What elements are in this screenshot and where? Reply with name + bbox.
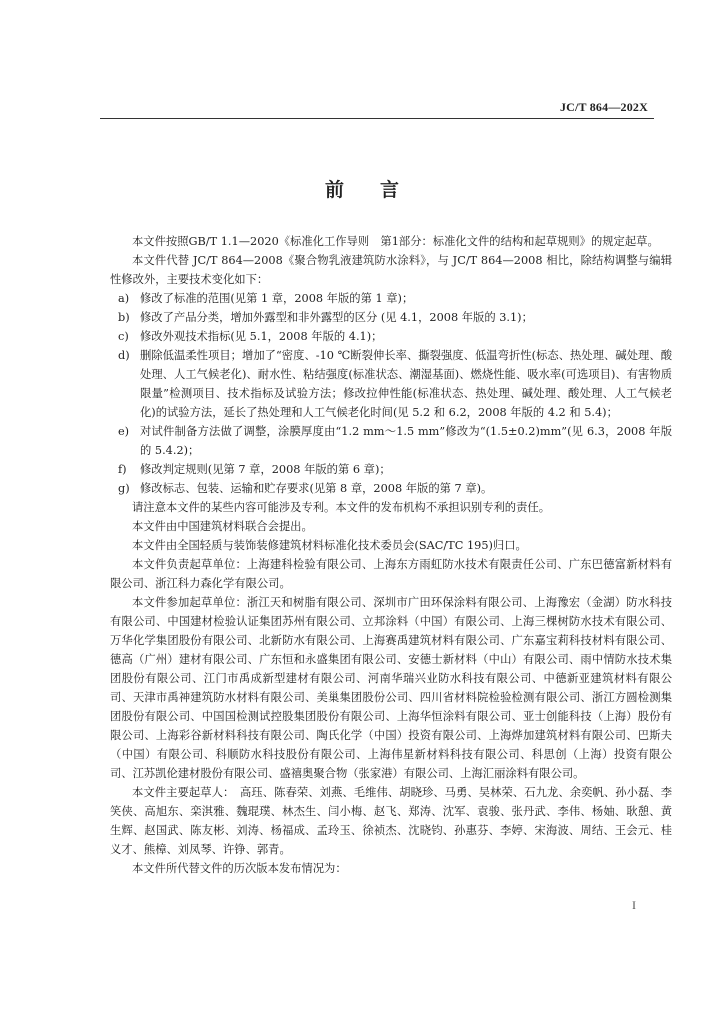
page-number: I	[632, 898, 636, 912]
paragraph-replacement: 本文件代替 JC/T 864—2008《聚合物乳液建筑防水涂料》，与 JC/T 864—2008 相比，除结构调整与编辑性修改外，主要技术变化如下：	[110, 254, 672, 286]
list-marker: a)	[118, 292, 130, 305]
paragraph-patent-notice: 请注意本文件的某些内容可能涉及专利。本文件的发布机构不承担识别专利的责任。	[132, 501, 550, 514]
list-text: 修改判定规则(见第 7 章，2008 年版的第 6 章)；	[140, 463, 391, 476]
list-marker: d)	[118, 349, 130, 362]
list-item	[110, 346, 672, 422]
paragraph-drafting-rules: 本文件按照GB/T 1.1—2020《标准化工作导则 第1部分：标准化文件的结构和起草规则》的规定起草。	[132, 235, 659, 248]
list-item	[110, 422, 672, 460]
paragraph-participating-drafters: 本文件参加起草单位：浙江天和树脂有限公司、深圳市广田环保涂料有限公司、上海豫宏（金湖）防水科技有限公司、中国建材检验认证集团苏州有限公司、立邦涂料（中国）有限公司、上海三棵树防水技术有限公司、万华化学集团股份有限公司、北新防水有限公司、上海赛禹建筑材料有限公司、广东嘉宝莉科技材料有限公司、德高（广州）建材有限公司、广东恒和永盛集团有限公司、安德士新材料（中山）有限公司、雨中情防水技术集团股份有限公司、江门市禹成新型建材有限公司、河南华瑞兴业防水科技有限公司、中德新亚建筑材料有限公司、天津市禹神建筑防水材料有限公司、美巢集团股份公司、四川省材料院检验检测有限公司、浙江方圆检测集团股份有限公司、中国国检测试控股集团股份有限公司、上海华恒涂料有限公司、亚士创能科技（上海）股份有限公司、上海彩谷新材料科技有限公司、陶氏化学（中国）投资有限公司、上海烨加建筑材料有限公司、巴斯夫（中国）有限公司、科顺防水科技股份有限公司、上海伟星新材料科技有限公司、科思创（上海）投资有限公司、江苏凯伦建材股份有限公司、盛禧奥聚合物（张家港）有限公司、上海汇丽涂料有限公司。	[110, 596, 672, 780]
page-title: 前言	[324, 179, 435, 201]
list-text: 修改标志、包装、运输和贮存要求(见第 8 章，2008 年版的第 7 章)。	[140, 482, 493, 495]
list-marker: f)	[118, 463, 127, 476]
list-item	[110, 327, 672, 346]
list-text: 删除低温柔性项目；增加了“密度、-10 ℃断裂伸长率、撕裂强度、低温弯折性(标态、热处理、碱处理、酸处理、人工气候老化)、耐水性、粘结强度(标准状态、潮湿基面)、燃烧性能、吸水率(可选项目)、有害物质限量”检测项目、技术指标及试验方法；修改拉伸性能(标准状态、热处理、碱处理、酸处理、人工气候老化)的试验方法，延长了热处理和人工气候老化时间(见 5.2 和 6.2，2008 年版的 4.2 和 5.4)；	[140, 349, 672, 419]
standard-code: JC/T 864—202X	[559, 100, 648, 114]
list-marker: c)	[118, 330, 129, 343]
list-item	[110, 289, 672, 308]
list-marker: b)	[118, 311, 130, 324]
list-marker: g)	[118, 482, 130, 495]
header-rule	[100, 118, 654, 119]
list-text: 修改外观技术指标(见 5.1，2008 年版的 4.1)；	[140, 330, 383, 343]
foreword-body	[110, 232, 672, 878]
list-text: 修改了产品分类，增加外露型和非外露型的区分 (见 4.1，2008 年版的 3.1)；	[140, 311, 533, 324]
paragraph-main-drafters: 本文件主要起草人： 高珏、陈春荣、刘燕、毛维伟、胡晓珍、马勇、吴林荣、石九龙、余奕帆、孙小磊、李笑侠、高旭东、栾淇雅、魏琨璞、林杰生、闫小梅、赵飞、郑涛、沈军、袁骏、张丹武、李伟、杨妯、耿憩、黄生辉、赵国武、陈友彬、刘涛、杨福成、孟玲玉、徐祯杰、沈晓钧、孙惠芬、李婷、宋海波、周结、王会元、桂义才、熊樟、刘凤琴、许铮、郭青。	[110, 786, 672, 856]
list-marker: e)	[118, 425, 130, 438]
list-item	[110, 308, 672, 327]
list-item	[110, 479, 672, 498]
paragraph-proposer: 本文件由中国建筑材料联合会提出。	[132, 520, 313, 533]
paragraph-previous-editions: 本文件所代替文件的历次版本发布情况为：	[132, 862, 347, 875]
paragraph-lead-drafters: 本文件负责起草单位：上海建科检验有限公司、上海东方雨虹防水技术有限责任公司、广东巴德富新材料有限公司、浙江科力森化学有限公司。	[110, 558, 672, 590]
list-item	[110, 460, 672, 479]
list-text: 修改了标准的范围(见第 1 章，2008 年版的第 1 章)；	[140, 292, 414, 305]
list-text: 对试件制备方法做了调整，涂膜厚度由“1.2 mm～1.5 mm”修改为“(1.5±0.2)mm”(见 6.3，2008 年版的 5.4.2)；	[140, 425, 672, 457]
paragraph-committee: 本文件由全国轻质与装饰装修建筑材料标准化技术委员会(SAC/TC 195)归口。	[132, 539, 527, 552]
